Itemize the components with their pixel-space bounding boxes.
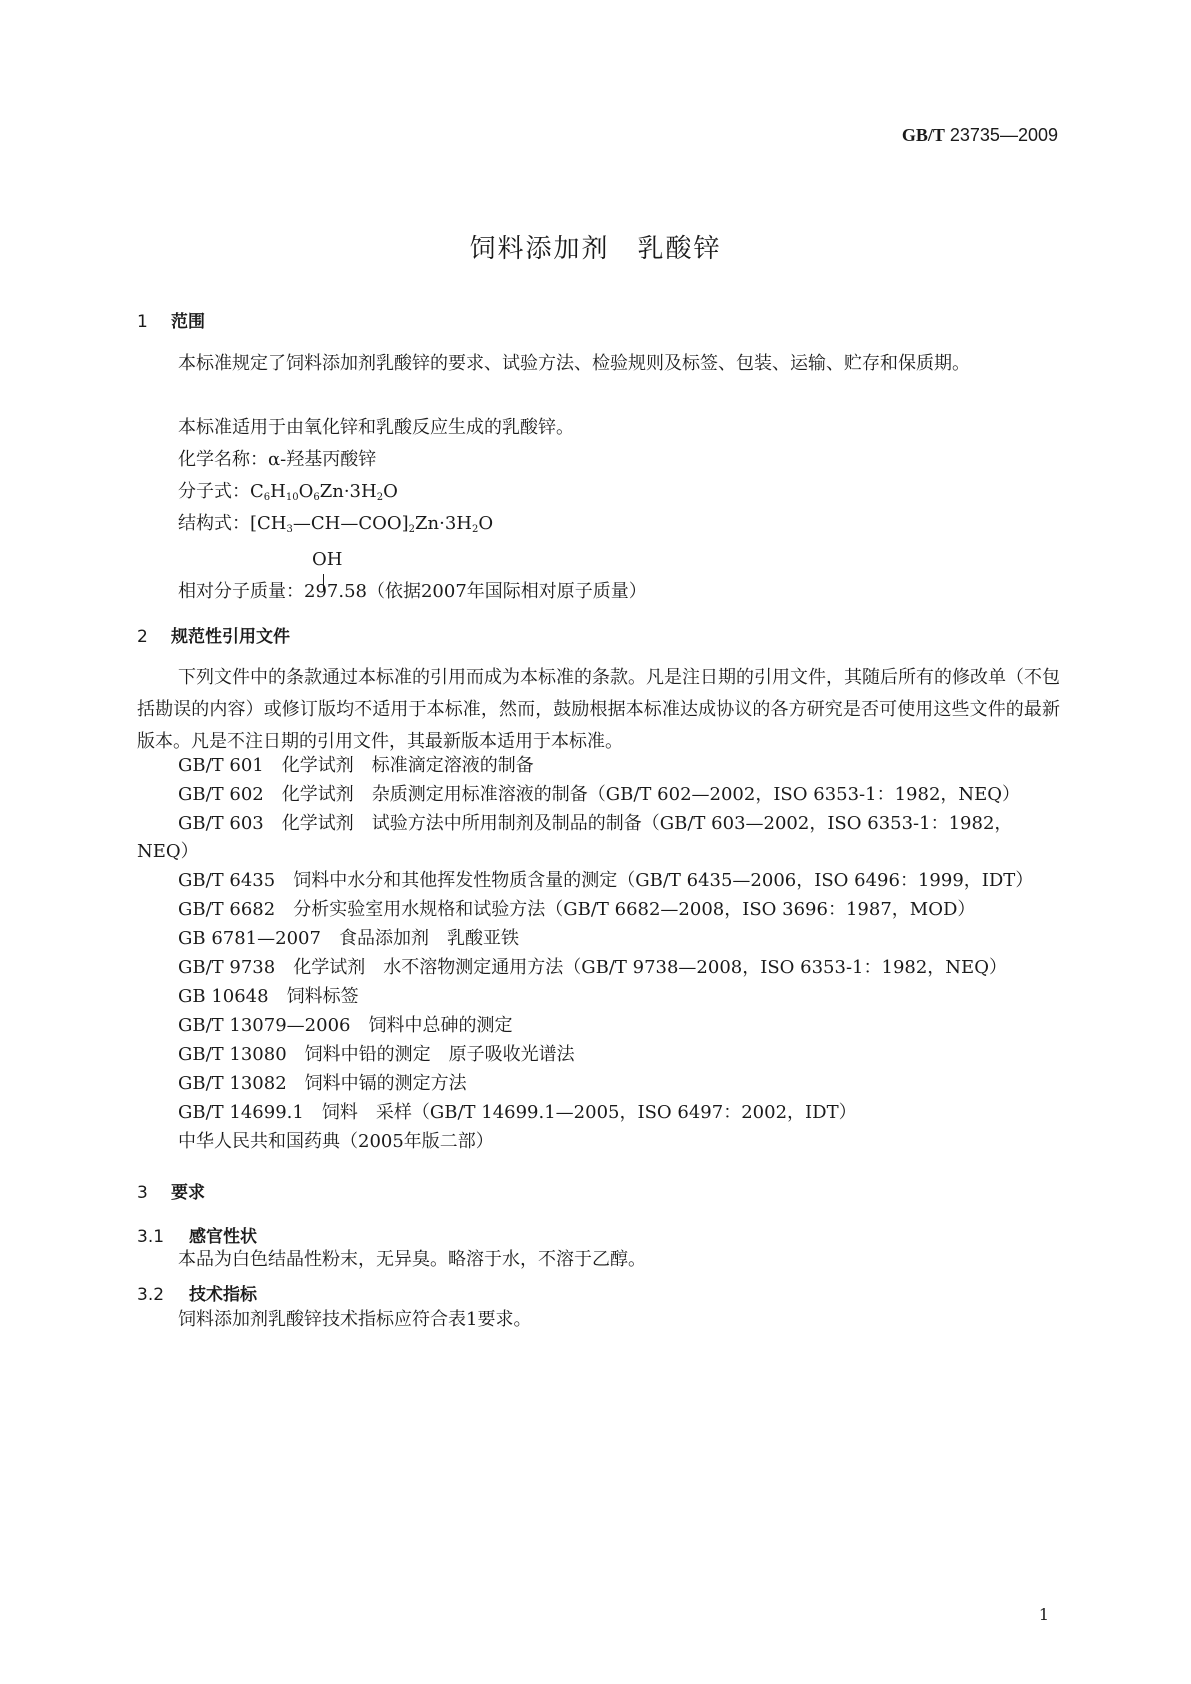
reference-code: GB 6781—2007	[178, 928, 321, 949]
section-2-heading	[137, 622, 290, 647]
scope-paragraph-1: 本标准规定了饲料添加剂乳酸锌的要求、试验方法、检验规则及标签、包装、运输、贮存和保质期。	[178, 353, 970, 374]
reference-title: 饲料中水分和其他挥发性物质含量的测定（GB/T 6435—2006，ISO 6496：1999，IDT）	[293, 870, 1034, 891]
struct-part-4: O	[478, 513, 494, 534]
formula-h-sub: 10	[285, 492, 299, 503]
section-title: 范围	[171, 312, 205, 332]
reference-code: GB 10648	[178, 986, 269, 1007]
structural-formula	[178, 508, 493, 540]
subsection-3-2-heading	[137, 1280, 257, 1305]
molecular-mass: 相对分子质量：297.58（依据2007年国际相对原子质量）	[178, 581, 647, 602]
reference-code: GB/T 603	[178, 813, 264, 834]
reference-title: 饲料中总砷的测定	[368, 1015, 513, 1036]
reference-title: 饲料中镉的测定方法	[304, 1073, 467, 1094]
struct-sub-2: 2	[408, 524, 416, 535]
chem-name-value: α-羟基丙酸锌	[268, 449, 377, 470]
struct-part-2: —CH—COO]	[292, 513, 409, 534]
subsection-title: 技术指标	[189, 1285, 257, 1305]
section-title: 要求	[171, 1183, 205, 1203]
reference-title: 化学试剂 杂质测定用标准溶液的制备（GB/T 602—2002，ISO 6353-1：1982，NEQ）	[281, 784, 1021, 805]
normative-references-paragraph: 下列文件中的条款通过本标准的引用而成为本标准的条款。凡是注日期的引用文件，其随后所有的修改单（不包括勘误的内容）或修订版均不适用于本标准，然而，鼓励根据本标准达成协议的各方研究是否可使用这些文件的最新版本。凡是不注日期的引用文件，其最新版本适用于本标准。	[137, 667, 1060, 752]
reference-code: GB/T 13082	[178, 1073, 287, 1094]
pharmacopoeia-reference: 中华人民共和国药典（2005年版二部）	[178, 1131, 494, 1152]
section-number: 1	[137, 312, 148, 332]
reference-title: 化学试剂 标准滴定溶液的制备	[281, 755, 534, 776]
formula-c: C	[250, 481, 264, 502]
formula-zn: Zn·3H	[319, 481, 377, 502]
struct-part-1: [CH	[250, 513, 287, 534]
page-number: 1	[1038, 1605, 1049, 1624]
struct-sub-2b: 2	[472, 524, 479, 535]
reference-item	[178, 808, 1012, 840]
reference-code: GB/T 6682	[178, 899, 276, 920]
reference-code: GB/T 13079—2006	[178, 1015, 351, 1036]
reference-code: GB/T 13080	[178, 1044, 287, 1065]
reference-item	[178, 865, 1033, 897]
reference-title: 化学试剂 试验方法中所用制剂及制品的制备（GB/T 603—2002，ISO 6353-1：1982，	[281, 813, 1013, 834]
struct-oh-group: OH	[312, 549, 343, 570]
formula-c-sub: 6	[263, 492, 271, 503]
subsection-number: 3.2	[137, 1285, 165, 1305]
reference-item	[178, 1039, 575, 1071]
formula-label: 分子式：	[178, 481, 250, 502]
formula-h: H	[270, 481, 286, 502]
chemical-name	[178, 444, 376, 476]
section-number: 2	[137, 627, 148, 647]
reference-item	[178, 1068, 467, 1100]
molecular-formula	[178, 476, 398, 508]
reference-item	[178, 750, 534, 782]
reference-item	[178, 1010, 512, 1042]
reference-title: 饲料中铅的测定 原子吸收光谱法	[304, 1044, 575, 1065]
reference-code: GB/T 6435	[178, 870, 276, 891]
reference-title: 饲料 采样（GB/T 14699.1—2005，ISO 6497：2002，IDT）	[321, 1102, 857, 1123]
reference-title: 分析实验室用水规格和试验方法（GB/T 6682—2008，ISO 3696：1987，MOD）	[293, 899, 976, 920]
reference-continuation: NEQ）	[137, 841, 199, 862]
reference-code: GB/T 601	[178, 755, 264, 776]
section-1-heading	[137, 307, 205, 332]
reference-title: 饲料标签	[286, 986, 359, 1007]
subsection-number: 3.1	[137, 1227, 165, 1247]
reference-item	[178, 952, 1007, 984]
section-number: 3	[137, 1183, 148, 1203]
formula-o-sub: 6	[313, 492, 320, 503]
formula-o-end: O	[383, 481, 398, 502]
reference-code: GB/T 14699.1	[178, 1102, 304, 1123]
chem-name-label: 化学名称：	[178, 449, 268, 470]
struct-label: 结构式：	[178, 513, 250, 534]
reference-code: GB/T 602	[178, 784, 264, 805]
standard-code-header	[0, 125, 1058, 146]
section-title: 规范性引用文件	[171, 627, 290, 647]
standard-number: 23735—2009	[949, 125, 1058, 145]
scope-paragraph-2: 本标准适用于由氧化锌和乳酸反应生成的乳酸锌。	[178, 417, 574, 438]
reference-code: GB/T 9738	[178, 957, 276, 978]
struct-part-3: Zn·3H	[415, 513, 473, 534]
reference-item	[178, 923, 519, 955]
formula-h2-sub: 2	[376, 492, 384, 503]
section-3-heading	[137, 1178, 205, 1203]
reference-item	[178, 894, 975, 926]
reference-item	[178, 981, 359, 1013]
sensory-properties-text: 本品为白色结晶性粉末，无异臭。略溶于水，不溶于乙醇。	[178, 1249, 646, 1270]
reference-item	[178, 779, 1020, 811]
struct-sub-3: 3	[286, 524, 293, 535]
formula-o: O	[298, 481, 314, 502]
reference-item	[178, 1097, 857, 1129]
reference-title: 化学试剂 水不溶物测定通用方法（GB/T 9738—2008，ISO 6353-1：1982，NEQ）	[293, 957, 1007, 978]
reference-title: 食品添加剂 乳酸亚铁	[338, 928, 519, 949]
subsection-title: 感官性状	[189, 1227, 257, 1247]
standard-prefix: GB/T	[901, 125, 945, 145]
technical-indicators-text: 饲料添加剂乳酸锌技术指标应符合表1要求。	[178, 1309, 532, 1330]
document-title: 饲料添加剂 乳酸锌	[469, 234, 722, 264]
